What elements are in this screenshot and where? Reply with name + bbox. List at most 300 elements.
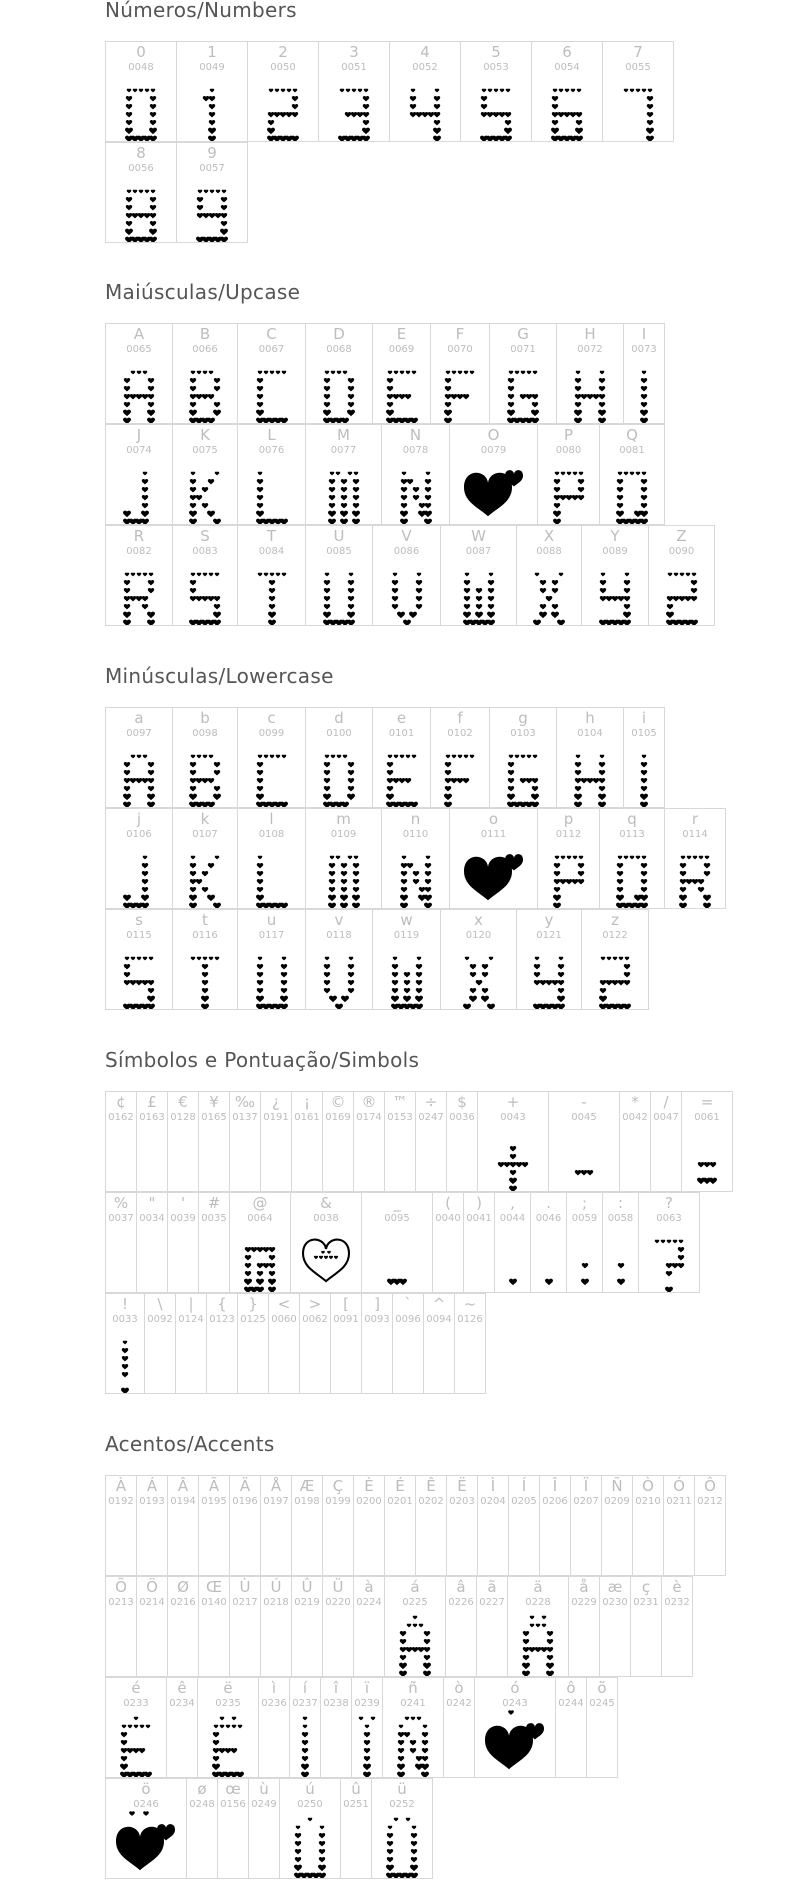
glyph-code: 0102 [447, 728, 473, 739]
glyph-cell [229, 1192, 291, 1293]
glyph-cell [474, 1677, 556, 1778]
glyph-preview [106, 360, 172, 420]
heart-glyph-icon [444, 742, 476, 806]
glyph-code: 0252 [389, 1799, 415, 1810]
glyph-character: ó [510, 1679, 520, 1697]
glyph-cell [446, 1091, 478, 1192]
glyph-code: 0196 [232, 1496, 258, 1507]
glyph-cell [384, 1475, 416, 1576]
glyph-code: 0204 [480, 1496, 506, 1507]
glyph-preview [509, 1512, 539, 1572]
glyph-cell [105, 1778, 187, 1879]
glyph-cell [198, 1576, 230, 1677]
glyph-character: b [200, 709, 210, 727]
glyph-preview [137, 1613, 167, 1673]
glyph-code: 0100 [326, 728, 352, 739]
glyph-code: 0246 [133, 1799, 159, 1810]
glyph-character: z [611, 911, 619, 929]
glyph-character: Ù [239, 1578, 251, 1596]
glyph-cell [548, 1091, 620, 1192]
heart-glyph-icon [464, 463, 524, 519]
heart-glyph-icon [116, 1817, 176, 1873]
glyph-code: 0088 [536, 546, 562, 557]
glyph-cell [494, 1192, 531, 1293]
glyph-preview [695, 1512, 725, 1572]
glyph-preview [323, 1613, 353, 1673]
glyph-code: 0083 [192, 546, 218, 557]
glyph-character: 4 [420, 43, 430, 61]
heart-glyph-icon [533, 944, 565, 1008]
glyph-code: 0126 [457, 1314, 483, 1325]
glyph-character: ò [454, 1679, 464, 1697]
glyph-character: û [351, 1780, 361, 1798]
glyph-character: œ [225, 1780, 241, 1798]
glyph-code: 0067 [258, 344, 285, 355]
glyph-character: U [333, 527, 345, 545]
glyph-code: 0165 [201, 1112, 227, 1123]
glyph-cell [556, 323, 624, 424]
glyph-cell [602, 41, 674, 142]
heart-glyph-icon [123, 459, 155, 523]
glyph-cell [601, 1475, 633, 1576]
glyph-preview [290, 1714, 320, 1774]
glyph-code: 0056 [128, 163, 154, 174]
glyph-preview [106, 179, 176, 239]
glyph-code: 0137 [232, 1112, 258, 1123]
glyph-character: é [131, 1679, 141, 1697]
glyph-character: j [136, 810, 142, 828]
glyph-code: 0230 [602, 1597, 628, 1608]
glyph-code: 0051 [341, 62, 367, 73]
glyph-preview [517, 946, 581, 1006]
heart-glyph-icon [553, 459, 585, 523]
glyph-character: R [133, 527, 145, 545]
glyph-preview [639, 1229, 699, 1289]
glyph-character: O [487, 426, 500, 444]
glyph-code: 0122 [602, 930, 628, 941]
glyph-character: J [136, 426, 142, 444]
heart-glyph-icon [605, 1227, 637, 1291]
glyph-character: ` [404, 1295, 412, 1313]
glyph-character: õ [597, 1679, 607, 1697]
glyph-character: { [217, 1295, 227, 1313]
glyph-code: 0216 [170, 1597, 196, 1608]
glyph-row [105, 424, 664, 525]
heart-glyph-icon [256, 459, 288, 523]
glyph-character: ù [259, 1780, 269, 1798]
glyph-character: ö [141, 1780, 151, 1798]
glyph-code: 0072 [577, 344, 603, 355]
glyph-cell [105, 1091, 137, 1192]
glyph-character: K [200, 426, 210, 444]
glyph-code: 0095 [384, 1213, 410, 1224]
glyph-character: á [410, 1578, 420, 1596]
glyph-cell [664, 808, 726, 909]
glyph-preview [682, 1128, 732, 1188]
glyph-character: Y [610, 527, 620, 545]
glyph-row [105, 41, 673, 142]
glyph-character: Ë [457, 1477, 467, 1495]
glyph-code: 0247 [418, 1112, 444, 1123]
heart-glyph-icon [574, 358, 606, 422]
glyph-code: 0209 [604, 1496, 630, 1507]
glyph-cell [172, 424, 238, 525]
glyph-preview [633, 1512, 663, 1572]
glyph-cell [305, 525, 373, 626]
glyph-character: e [396, 709, 407, 727]
glyph-preview [137, 1229, 167, 1289]
glyph-cell [361, 1293, 393, 1394]
glyph-character: f [457, 709, 463, 727]
glyph-character: _ [393, 1194, 401, 1212]
glyph-character: ÷ [424, 1093, 438, 1111]
glyph-code: 0110 [402, 829, 429, 840]
glyph-preview [424, 1330, 454, 1390]
glyph-preview [490, 360, 556, 420]
glyph-cell [586, 1677, 618, 1778]
glyph-preview [461, 78, 531, 138]
glyph-character: B [199, 325, 211, 343]
glyph-cell [105, 1475, 137, 1576]
glyph-cell [237, 909, 306, 1010]
glyph-cell [581, 909, 649, 1010]
glyph-cell [166, 1677, 198, 1778]
glyph-preview [624, 744, 664, 804]
glyph-preview [292, 1512, 322, 1572]
glyph-character: 3 [349, 43, 359, 61]
glyph-character: 1 [207, 43, 217, 61]
glyph-preview [261, 1613, 291, 1673]
glyph-code: 0064 [247, 1213, 273, 1224]
glyph-cell [415, 1091, 447, 1192]
glyph-cell [430, 707, 490, 808]
glyph-character: É [395, 1477, 405, 1495]
heart-glyph-icon [256, 742, 288, 806]
glyph-cell [351, 1677, 383, 1778]
glyph-character: Ì [490, 1477, 496, 1495]
glyph-preview [106, 845, 172, 905]
glyph-character: € [178, 1093, 188, 1111]
glyph-cell [516, 525, 582, 626]
glyph-cell [599, 424, 665, 525]
glyph-cell [372, 707, 431, 808]
heart-glyph-icon [691, 1126, 723, 1190]
glyph-cell [172, 323, 238, 424]
glyph-cell [440, 525, 517, 626]
glyph-character: Œ [205, 1578, 223, 1596]
glyph-preview [373, 562, 440, 622]
glyph-code: 0206 [542, 1496, 568, 1507]
glyph-code: 0116 [192, 930, 218, 941]
glyph-character: Á [146, 1477, 158, 1495]
glyph-code: 0078 [402, 445, 429, 456]
glyph-character: l [269, 810, 274, 828]
glyph-character: Ô [704, 1477, 716, 1495]
glyph-preview [517, 562, 581, 622]
glyph-character: ^ [432, 1295, 446, 1313]
glyph-character: Â [177, 1477, 189, 1495]
glyph-code: 0086 [393, 546, 420, 557]
glyph-character: ¡ [303, 1093, 310, 1111]
glyph-preview [662, 1613, 692, 1673]
glyph-code: 0080 [555, 445, 582, 456]
glyph-preview [199, 1512, 229, 1572]
glyph-cell [237, 808, 306, 909]
glyph-cell [556, 707, 624, 808]
heart-glyph-icon [568, 1126, 600, 1190]
glyph-preview [431, 360, 489, 420]
glyph-cell [371, 1778, 433, 1879]
glyph-cell [661, 1576, 693, 1677]
glyph-code: 0198 [294, 1496, 320, 1507]
glyph-code: 0108 [258, 829, 285, 840]
glyph-cell [105, 909, 173, 1010]
glyph-preview [238, 1330, 268, 1390]
glyph-code: 0200 [356, 1496, 382, 1507]
glyph-character: ñ [408, 1679, 418, 1697]
glyph-preview [259, 1714, 289, 1774]
heart-glyph-icon [301, 1235, 351, 1283]
glyph-code: 0113 [619, 829, 645, 840]
glyph-code: 0235 [215, 1698, 241, 1709]
glyph-code: 0091 [333, 1314, 359, 1325]
glyph-cell [105, 707, 173, 808]
glyph-cell [291, 1091, 323, 1192]
glyph-cell [305, 424, 382, 525]
glyph-preview [390, 78, 460, 138]
glyph-cell [449, 808, 538, 909]
glyph-cell [176, 41, 248, 142]
glyph-cell [389, 41, 461, 142]
glyph-cell [291, 1576, 323, 1677]
glyph-character: & [320, 1194, 332, 1212]
glyph-code: 0060 [271, 1314, 297, 1325]
glyph-cell [353, 1091, 385, 1192]
glyph-code: 0075 [192, 445, 218, 456]
heart-glyph-icon [533, 1227, 565, 1291]
glyph-preview [306, 461, 381, 521]
glyph-preview [446, 1613, 476, 1673]
heart-glyph-icon [464, 847, 524, 903]
glyph-character: | [188, 1295, 194, 1313]
glyph-character: Õ [115, 1578, 127, 1596]
glyph-character: A [133, 325, 145, 343]
heart-glyph-icon [189, 843, 221, 907]
glyph-code: 0225 [402, 1597, 428, 1608]
glyph-preview [106, 1330, 144, 1390]
glyph-preview [106, 744, 172, 804]
glyph-preview [450, 845, 537, 905]
glyph-code: 0191 [263, 1112, 289, 1123]
glyph-cell [105, 41, 177, 142]
glyph-code: 0069 [388, 344, 415, 355]
glyph-preview [372, 1815, 432, 1875]
glyph-preview [168, 1229, 198, 1289]
glyph-code: 0117 [258, 930, 285, 941]
glyph-row [105, 1778, 432, 1879]
glyph-cell [384, 1091, 416, 1192]
glyph-code: 0192 [108, 1496, 134, 1507]
glyph-cell [305, 909, 373, 1010]
glyph-code: 0103 [510, 728, 536, 739]
glyph-code: 0070 [447, 344, 473, 355]
glyph-code: 0212 [697, 1496, 723, 1507]
glyph-preview [321, 1714, 351, 1774]
glyph-preview [168, 1613, 198, 1673]
glyph-code: 0062 [302, 1314, 328, 1325]
glyph-code: 0065 [126, 344, 152, 355]
glyph-character: ã [487, 1578, 497, 1596]
glyph-code: 0199 [325, 1496, 351, 1507]
glyph-character: Ñ [611, 1477, 623, 1495]
glyph-character: p [563, 810, 574, 828]
heart-glyph-icon [256, 358, 288, 422]
glyph-cell [537, 808, 600, 909]
glyph-code: 0044 [499, 1213, 526, 1224]
glyph-code: 0231 [633, 1597, 659, 1608]
glyph-cell [237, 1293, 269, 1394]
heart-glyph-icon [569, 1227, 601, 1291]
glyph-cell [372, 525, 441, 626]
glyph-cell [619, 1091, 651, 1192]
glyph-preview [352, 1714, 382, 1774]
glyph-preview [106, 461, 172, 521]
glyph-code: 0162 [108, 1112, 134, 1123]
glyph-code: 0220 [325, 1597, 351, 1608]
glyph-character: y [544, 911, 554, 929]
heart-glyph-icon [125, 177, 157, 241]
glyph-code: 0059 [571, 1213, 598, 1224]
glyph-preview [238, 744, 305, 804]
glyph-character: g [518, 709, 528, 727]
glyph-character: V [401, 527, 412, 545]
glyph-cell [570, 1475, 602, 1576]
glyph-character: D [333, 325, 345, 343]
glyph-character: ¿ [272, 1093, 280, 1111]
glyph-character: m [336, 810, 351, 828]
glyph-preview [199, 1128, 229, 1188]
glyph-code: 0112 [555, 829, 582, 840]
glyph-cell [623, 707, 665, 808]
glyph-code: 0245 [589, 1698, 615, 1709]
glyph-character: Ó [673, 1477, 685, 1495]
glyph-preview [431, 744, 489, 804]
glyph-preview [478, 1512, 508, 1572]
glyph-code: 0109 [330, 829, 357, 840]
glyph-character: ú [305, 1780, 315, 1798]
glyph-code: 0248 [189, 1799, 215, 1810]
heart-glyph-icon [386, 742, 418, 806]
glyph-preview [602, 1512, 632, 1572]
glyph-preview [455, 1330, 485, 1390]
glyph-code: 0237 [292, 1698, 318, 1709]
glyph-code: 0049 [199, 62, 225, 73]
heart-glyph-icon [294, 1813, 326, 1877]
glyph-cell [489, 323, 557, 424]
glyph-preview [382, 461, 449, 521]
glyph-cell [305, 808, 382, 909]
glyph-code: 0205 [511, 1496, 537, 1507]
glyph-code: 0202 [418, 1496, 444, 1507]
glyph-cell [206, 1293, 238, 1394]
glyph-preview [306, 845, 381, 905]
glyph-character: £ [147, 1093, 157, 1111]
glyph-cell [599, 1576, 631, 1677]
glyph-preview [323, 1128, 353, 1188]
heart-glyph-icon [386, 358, 418, 422]
glyph-code: 0063 [656, 1213, 682, 1224]
glyph-cell [197, 1677, 259, 1778]
glyph-cell [136, 1576, 168, 1677]
glyph-code: 0214 [139, 1597, 165, 1608]
glyph-character: w [400, 911, 413, 929]
glyph-character: - [581, 1093, 587, 1111]
glyph-character: d [334, 709, 344, 727]
glyph-preview [373, 946, 440, 1006]
heart-glyph-icon [463, 944, 495, 1008]
glyph-cell [392, 1293, 424, 1394]
glyph-character: ™ [392, 1093, 408, 1111]
heart-glyph-icon [351, 1712, 383, 1776]
glyph-cell [247, 41, 319, 142]
glyph-cell [258, 1677, 290, 1778]
glyph-preview [571, 1512, 601, 1572]
glyph-code: 0161 [294, 1112, 320, 1123]
heart-glyph-icon [599, 944, 631, 1008]
glyph-character: î [333, 1679, 339, 1697]
glyph-code: 0243 [502, 1698, 528, 1709]
glyph-character: ü [397, 1780, 407, 1798]
heart-glyph-icon [507, 358, 539, 422]
glyph-preview [600, 461, 664, 521]
glyph-character: ë [223, 1679, 233, 1697]
glyph-code: 0119 [393, 930, 420, 941]
glyph-character: Í [521, 1477, 527, 1495]
glyph-character: x [474, 911, 483, 929]
glyph-preview [137, 1128, 167, 1188]
glyph-cell [531, 41, 603, 142]
glyph-preview [319, 78, 389, 138]
glyph-code: 0228 [525, 1597, 551, 1608]
glyph-cell [602, 1192, 639, 1293]
glyph-cell [454, 1293, 486, 1394]
heart-glyph-icon [256, 560, 288, 624]
glyph-cell [237, 525, 306, 626]
glyph-code: 0061 [694, 1112, 720, 1123]
glyph-preview [441, 562, 516, 622]
glyph-preview [248, 78, 318, 138]
glyph-character: ; [581, 1194, 588, 1212]
glyph-cell [581, 525, 649, 626]
glyph-preview [557, 360, 623, 420]
glyph-preview [508, 1613, 568, 1673]
glyph-character: Ú [270, 1578, 282, 1596]
glyph-code: 0099 [258, 728, 285, 739]
glyph-cell [260, 1576, 292, 1677]
glyph-cell [440, 909, 517, 1010]
glyph-cell [105, 323, 173, 424]
glyph-cell [237, 707, 306, 808]
glyph-cell [198, 1091, 230, 1192]
heart-glyph-icon [391, 560, 423, 624]
glyph-preview [540, 1512, 570, 1572]
glyph-preview [549, 1128, 619, 1188]
heart-glyph-icon [551, 76, 583, 140]
glyph-cell [105, 424, 173, 525]
glyph-character: , [510, 1194, 515, 1212]
glyph-character: 2 [278, 43, 288, 61]
glyph-cell [322, 1091, 354, 1192]
